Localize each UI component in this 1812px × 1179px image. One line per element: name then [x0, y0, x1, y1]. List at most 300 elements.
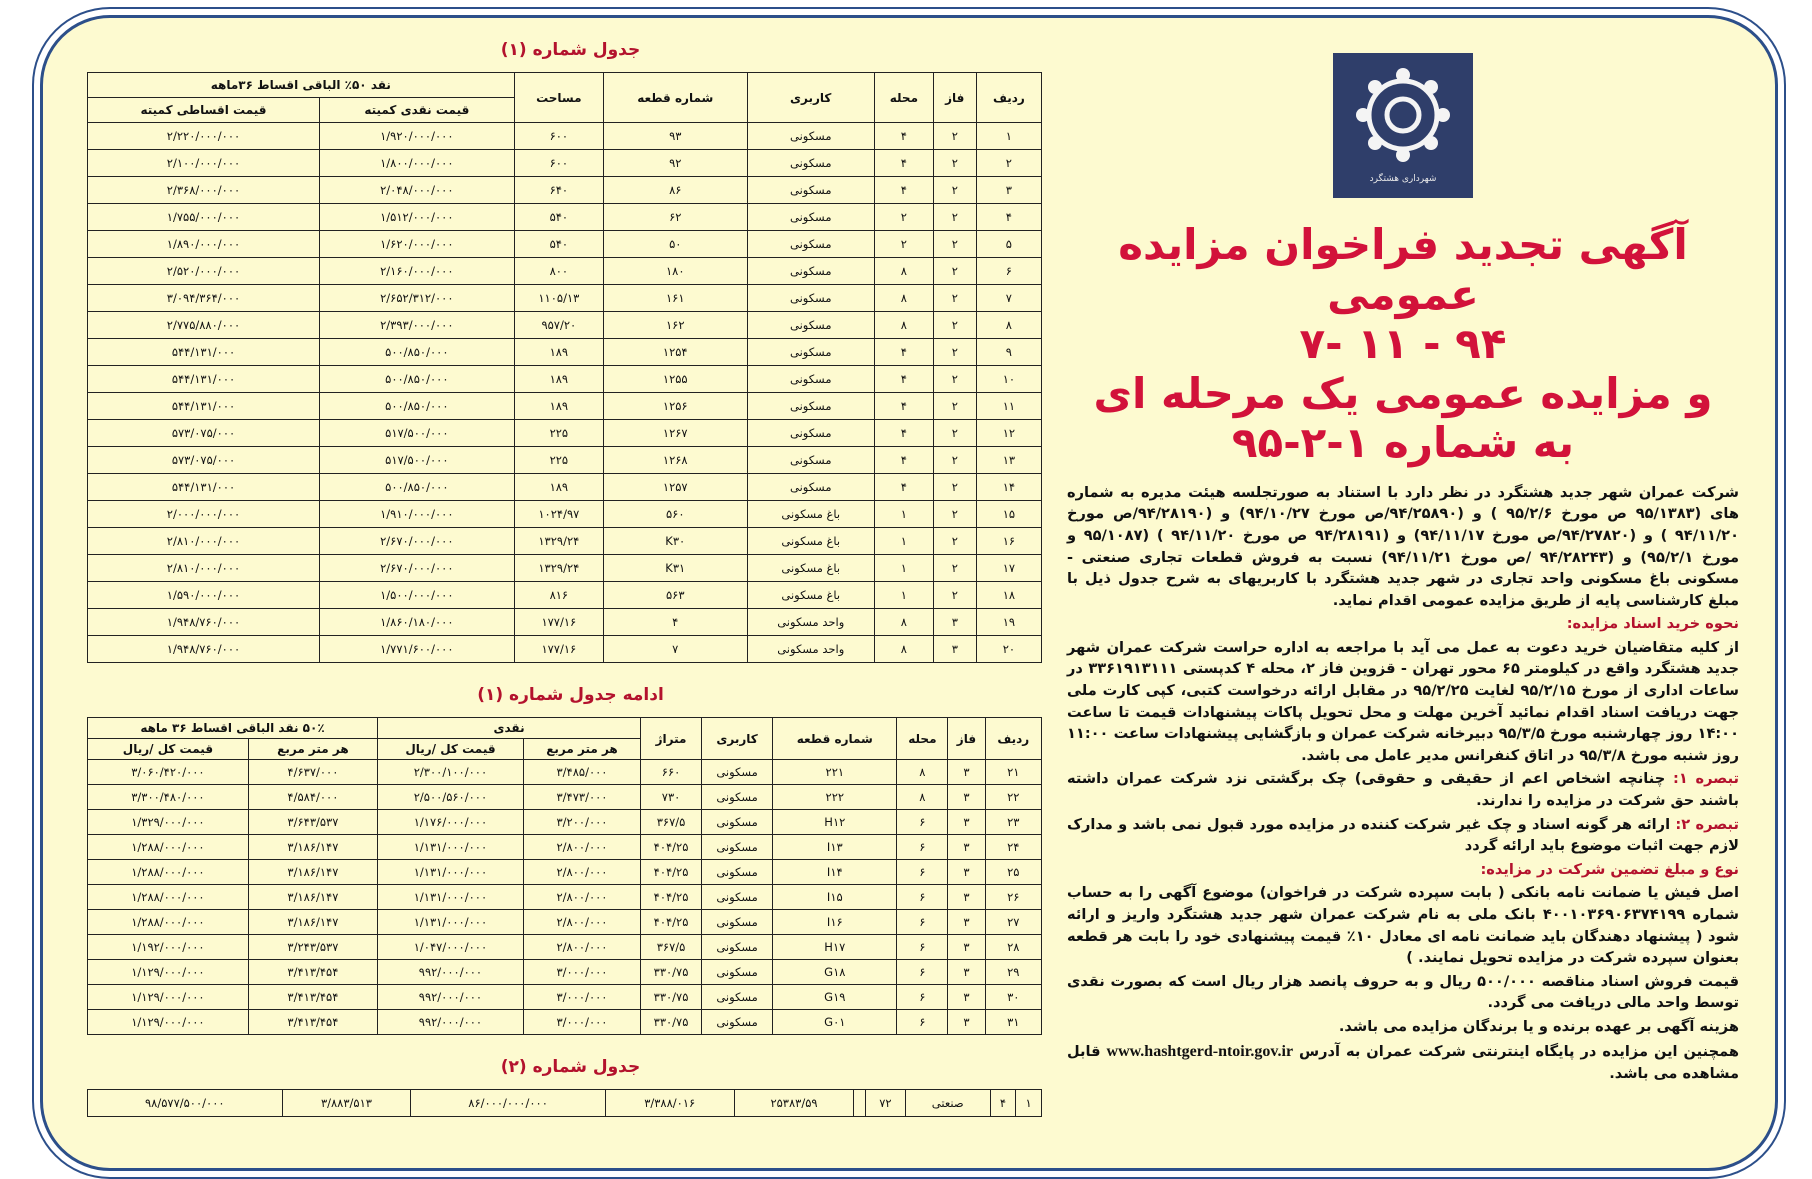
t2-cell: مسکونی	[701, 835, 772, 860]
t2-cell: ۴/۵۸۴/۰۰۰	[248, 785, 377, 810]
t1-cell: ۱۸۹	[514, 339, 603, 366]
t1-cell: مسکونی	[747, 285, 874, 312]
t1-row	[88, 393, 1042, 420]
t1-cell: مسکونی	[747, 393, 874, 420]
t2-cell: ۳/۳۰۰/۴۸۰/۰۰۰	[88, 785, 249, 810]
t1-cell: مسکونی	[747, 447, 874, 474]
title-line-2: ۷- ۱۱ - ۹۴	[1299, 319, 1507, 369]
t1-cell: ۶۰۰	[514, 123, 603, 150]
t2-cell: ۲۷	[985, 910, 1041, 935]
t2-cell: ۳/۱۸۶/۱۴۷	[248, 860, 377, 885]
note-1-label: تبصره ۱:	[1673, 770, 1740, 788]
t2-cell: G۱۸	[773, 960, 897, 985]
text-column	[1067, 18, 1739, 1168]
t2-row	[88, 985, 1042, 1010]
table3-caption: جدول شماره (۲)	[500, 1057, 641, 1077]
t2-row	[88, 810, 1042, 835]
t2-cell: ۱/۲۸۸/۰۰۰/۰۰۰	[88, 860, 249, 885]
t1-cell: ۷	[976, 285, 1041, 312]
t2-h-use: کاربری	[701, 718, 772, 760]
t1-cell: مسکونی	[747, 123, 874, 150]
t1-cell: ۵۰۰/۸۵۰/۰۰۰	[320, 393, 515, 420]
t1-cell: ۱۴	[976, 474, 1041, 501]
t2-row	[88, 860, 1042, 885]
t3-cell: ۷۲	[865, 1090, 905, 1117]
notice-frame	[40, 15, 1778, 1171]
t1-cell: ۱۸۹	[514, 474, 603, 501]
t1-cell: ۸	[874, 258, 933, 285]
t2-cell: ۲۲۱	[773, 760, 897, 785]
t3-row	[88, 1090, 1042, 1117]
t1-cell: ۲	[933, 150, 976, 177]
t1-cell: ۱۲۶۷	[604, 420, 748, 447]
t1-cell: ۱۷	[976, 555, 1041, 582]
t1-cell: ۶۲	[604, 204, 748, 231]
t2-cell: ۶	[897, 810, 948, 835]
t2-cell: ۴۰۴/۲۵	[641, 910, 702, 935]
t2-cell: ۳	[948, 885, 985, 910]
t1-cell: ۱/۵۹۰/۰۰۰/۰۰۰	[88, 582, 320, 609]
t2-cell: ۳۳۰/۷۵	[641, 1010, 702, 1035]
t2-cell: ۲/۸۰۰/۰۰۰	[523, 835, 640, 860]
t1-row	[88, 609, 1042, 636]
t1-cell: ۱/۹۲۰/۰۰۰/۰۰۰	[320, 123, 515, 150]
t2-cell: مسکونی	[701, 885, 772, 910]
t2-cell: ۳	[948, 785, 985, 810]
t1-cell: ۵۰۰/۸۵۰/۰۰۰	[320, 474, 515, 501]
t1-cell: ۸	[874, 636, 933, 663]
t3-cell: ۳/۳۸۸/۰۱۶	[605, 1090, 734, 1117]
t1-cell: باغ مسکونی	[747, 501, 874, 528]
t2-cell: ۶	[897, 985, 948, 1010]
t1-h-group: نقد ۵۰٪ الباقی اقساط ۳۶ماهه	[88, 73, 515, 98]
t1-cell: مسکونی	[747, 420, 874, 447]
t2-cell: ۳/۰۰۰/۰۰۰	[523, 1010, 640, 1035]
t1-row	[88, 582, 1042, 609]
t2-cell: ۱/۲۸۸/۰۰۰/۰۰۰	[88, 910, 249, 935]
t1-cell: ۱۸	[976, 582, 1041, 609]
t2-cell: مسکونی	[701, 985, 772, 1010]
t1-cell: ۱۲۵۵	[604, 366, 748, 393]
t2-cell: ۹۹۲/۰۰۰/۰۰۰	[378, 985, 524, 1010]
t1-cell: ۱۶۱	[604, 285, 748, 312]
t1-row	[88, 150, 1042, 177]
t1-cell: ۲	[933, 258, 976, 285]
t1-row	[88, 366, 1042, 393]
t1-row	[88, 555, 1042, 582]
t1-cell: ۹۳	[604, 123, 748, 150]
t2-row	[88, 960, 1042, 985]
t2-cell: ۲/۵۰۰/۵۶۰/۰۰۰	[378, 785, 524, 810]
logo-caption: شهرداری هشتگرد	[1369, 174, 1437, 184]
t2-cell: ۳	[948, 935, 985, 960]
t2-cell: ۶	[897, 960, 948, 985]
table-2-body	[88, 760, 1042, 1035]
t2-cell: ۱/۱۳۱/۰۰۰/۰۰۰	[378, 835, 524, 860]
t2-cell: ۱/۲۸۸/۰۰۰/۰۰۰	[88, 835, 249, 860]
t1-cell: ۲/۳۹۳/۰۰۰/۰۰۰	[320, 312, 515, 339]
t1-cell: ۹۵۷/۲۰	[514, 312, 603, 339]
t1-cell: ۲/۸۱۰/۰۰۰/۰۰۰	[88, 555, 320, 582]
t1-cell: ۲	[976, 150, 1041, 177]
t2-cell: ۳/۲۰۰/۰۰۰	[523, 810, 640, 835]
t1-cell: ۱۹	[976, 609, 1041, 636]
t1-cell: ۱	[976, 123, 1041, 150]
website-link[interactable]: www.hashtgerd-ntoir.gov.ir	[1106, 1042, 1294, 1060]
t1-cell: باغ مسکونی	[747, 555, 874, 582]
t2-cell: ۳	[948, 960, 985, 985]
t2-row	[88, 760, 1042, 785]
t2-cell: ۶	[897, 1010, 948, 1035]
title-line-4: به شماره ۱-۲-۹۵	[1231, 418, 1575, 468]
t1-cell: واحد مسکونی	[747, 609, 874, 636]
t2-h-cash-per-meter: هر متر مربع	[523, 739, 640, 760]
t1-cell: ۸۰۰	[514, 258, 603, 285]
t2-cell: H۱۲	[773, 810, 897, 835]
t2-cell: ۴۰۴/۲۵	[641, 885, 702, 910]
t2-cell: ۱/۱۲۹/۰۰۰/۰۰۰	[88, 960, 249, 985]
t2-row	[88, 935, 1042, 960]
t1-cell: ۱/۸۶۰/۱۸۰/۰۰۰	[320, 609, 515, 636]
cost-paragraph: هزینه آگهی بر عهده برنده و یا برندگان مزایده می باشد.	[1338, 1017, 1739, 1035]
t1-cell: ۲	[933, 474, 976, 501]
t1-h-district: محله	[874, 73, 933, 123]
t2-cell: ۳	[948, 1010, 985, 1035]
table-3-body	[88, 1090, 1042, 1117]
t1-cell: ۸۱۶	[514, 582, 603, 609]
t1-cell: ۸	[874, 609, 933, 636]
t2-row	[88, 885, 1042, 910]
t2-cell: ۲/۳۰۰/۱۰۰/۰۰۰	[378, 760, 524, 785]
t2-cell: ۲۳	[985, 810, 1041, 835]
t2-cell: ۴۰۴/۲۵	[641, 860, 702, 885]
t2-cell: ۱/۱۷۶/۰۰۰/۰۰۰	[378, 810, 524, 835]
t1-cell: ۱۷۷/۱۶	[514, 636, 603, 663]
t2-cell: ۲۹	[985, 960, 1041, 985]
t1-cell: ۲	[933, 231, 976, 258]
t2-h-cash-group: نقدی	[378, 718, 641, 739]
t1-cell: ۱۸۹	[514, 366, 603, 393]
t1-cell: مسکونی	[747, 312, 874, 339]
t1-cell: ۲/۱۰۰/۰۰۰/۰۰۰	[88, 150, 320, 177]
t1-cell: ۸	[874, 312, 933, 339]
t1-cell: ۱۳۲۹/۲۴	[514, 555, 603, 582]
t1-cell: ۲	[874, 231, 933, 258]
note-2-text: ارائه هر گونه اسناد و چک غیر شرکت کننده در مزایده مورد قبول نمی باشد و مدارک لازم جهت اثبات موضوع باید ارائه گردد	[1067, 815, 1739, 855]
t1-row	[88, 123, 1042, 150]
t1-cell: ۲/۳۶۸/۰۰۰/۰۰۰	[88, 177, 320, 204]
notice-title	[1067, 220, 1739, 468]
t2-cell: مسکونی	[701, 860, 772, 885]
t1-cell: ۲/۰۴۸/۰۰۰/۰۰۰	[320, 177, 515, 204]
t2-cell: ۳/۴۷۳/۰۰۰	[523, 785, 640, 810]
t3-cell	[854, 1090, 865, 1117]
t1-row	[88, 528, 1042, 555]
t1-cell: ۶۴۰	[514, 177, 603, 204]
website-paragraph	[1067, 1040, 1739, 1085]
t2-cell: ۱/۱۲۹/۰۰۰/۰۰۰	[88, 1010, 249, 1035]
t1-cell: واحد مسکونی	[747, 636, 874, 663]
t2-cell: ۶۶۰	[641, 760, 702, 785]
t1-cell: ۴	[976, 204, 1041, 231]
t1-cell: ۱۶	[976, 528, 1041, 555]
t1-cell: ۲/۲۲۰/۰۰۰/۰۰۰	[88, 123, 320, 150]
t2-cell: ۶	[897, 835, 948, 860]
t2-cell: ۳/۶۴۳/۵۳۷	[248, 810, 377, 835]
t1-cell: ۵۱۷/۵۰۰/۰۰۰	[320, 447, 515, 474]
t1-cell: ۵۰۰/۸۵۰/۰۰۰	[320, 366, 515, 393]
t1-cell: ۵۰۰/۸۵۰/۰۰۰	[320, 339, 515, 366]
t1-cell: ۱/۸۰۰/۰۰۰/۰۰۰	[320, 150, 515, 177]
t3-cell: ۱	[1016, 1090, 1042, 1117]
t1-cell: ۲	[933, 285, 976, 312]
t1-cell: ۳	[976, 177, 1041, 204]
t1-cell: ۹۲	[604, 150, 748, 177]
t3-cell: ۹۸/۵۷۷/۵۰۰/۰۰۰	[88, 1090, 283, 1117]
t1-cell: مسکونی	[747, 339, 874, 366]
t2-h-district: محله	[897, 718, 948, 760]
t1-cell: ۶۰۰	[514, 150, 603, 177]
t1-cell: ۴	[874, 393, 933, 420]
t2-cell: ۱/۲۸۸/۰۰۰/۰۰۰	[88, 885, 249, 910]
t1-cell: ۱۱	[976, 393, 1041, 420]
notice-body	[1067, 482, 1739, 1085]
t2-cell: ۲۲۲	[773, 785, 897, 810]
t2-cell: ۸	[897, 760, 948, 785]
t1-cell: مسکونی	[747, 150, 874, 177]
t1-row	[88, 231, 1042, 258]
t2-h-inst-group: ۵۰٪ نقد الباقی اقساط ۳۶ ماهه	[88, 718, 378, 739]
t1-row	[88, 312, 1042, 339]
note-2-label: تبصره ۲:	[1675, 815, 1739, 833]
t1-cell: ۵۶۳	[604, 582, 748, 609]
t2-row	[88, 910, 1042, 935]
t2-cell: G۱۹	[773, 985, 897, 1010]
t1-cell: ۲	[933, 555, 976, 582]
t1-cell: ۵۷۳/۰۷۵/۰۰۰	[88, 447, 320, 474]
t2-cell: ۱/۱۲۹/۰۰۰/۰۰۰	[88, 985, 249, 1010]
t2-cell: ۲/۸۰۰/۰۰۰	[523, 910, 640, 935]
t1-cell: مسکونی	[747, 204, 874, 231]
t1-cell: ۵۴۴/۱۳۱/۰۰۰	[88, 339, 320, 366]
t1-h-phase: فاز	[933, 73, 976, 123]
t1-cell: مسکونی	[747, 258, 874, 285]
t1-h-cash: قیمت نقدی کمیته	[320, 98, 515, 123]
t2-cell: ۳۰	[985, 985, 1041, 1010]
t2-cell: I۱۶	[773, 910, 897, 935]
t2-cell: ۱/۱۳۱/۰۰۰/۰۰۰	[378, 910, 524, 935]
t1-cell: ۱۷۷/۱۶	[514, 609, 603, 636]
t1-cell: ۴	[874, 123, 933, 150]
t1-cell: ۴	[874, 339, 933, 366]
t1-cell: ۱/۷۵۵/۰۰۰/۰۰۰	[88, 204, 320, 231]
t1-cell: ۱۱۰۵/۱۳	[514, 285, 603, 312]
t1-cell: ۱۰۲۴/۹۷	[514, 501, 603, 528]
t2-cell: ۳/۰۶۰/۴۲۰/۰۰۰	[88, 760, 249, 785]
t1-cell: ۱/۸۹۰/۰۰۰/۰۰۰	[88, 231, 320, 258]
t2-cell: ۳	[948, 860, 985, 885]
t2-h-plot: شماره قطعه	[773, 718, 897, 760]
t1-cell: ۲	[933, 123, 976, 150]
t1-row	[88, 474, 1042, 501]
t1-cell: ۲	[933, 420, 976, 447]
t2-cell: مسکونی	[701, 910, 772, 935]
website-post: قابل مشاهده می باشد.	[1067, 1042, 1739, 1083]
t1-cell: ۲/۷۷۵/۸۸۰/۰۰۰	[88, 312, 320, 339]
t1-cell: مسکونی	[747, 474, 874, 501]
website-pre: همچنین این مزایده در پایگاه اینترنتی شرکت عمران به آدرس	[1299, 1042, 1739, 1060]
t1-cell: ۴	[874, 177, 933, 204]
t1-row	[88, 501, 1042, 528]
t1-cell: ۳/۰۹۴/۳۶۴/۰۰۰	[88, 285, 320, 312]
t1-cell: ۲/۱۶۰/۰۰۰/۰۰۰	[320, 258, 515, 285]
t1-cell: ۵۷۳/۰۷۵/۰۰۰	[88, 420, 320, 447]
t2-cell: ۳/۰۰۰/۰۰۰	[523, 960, 640, 985]
t2-cell: ۱/۳۲۹/۰۰۰/۰۰۰	[88, 810, 249, 835]
t1-cell: ۱/۵۰۰/۰۰۰/۰۰۰	[320, 582, 515, 609]
t2-cell: ۱/۱۹۲/۰۰۰/۰۰۰	[88, 935, 249, 960]
t1-cell: ۴	[874, 366, 933, 393]
t1-cell: ۸۶	[604, 177, 748, 204]
t1-cell: ۴	[874, 150, 933, 177]
t2-cell: ۳	[948, 810, 985, 835]
t1-cell: ۵۴۴/۱۳۱/۰۰۰	[88, 393, 320, 420]
t1-cell: مسکونی	[747, 177, 874, 204]
t1-cell: ۱۲۶۸	[604, 447, 748, 474]
t1-cell: باغ مسکونی	[747, 528, 874, 555]
t1-cell: K۳۱	[604, 555, 748, 582]
t1-cell: ۲	[874, 204, 933, 231]
t2-cell: مسکونی	[701, 760, 772, 785]
intro-paragraph: شرکت عمران شهر جدید هشتگرد در نظر دارد با استناد به صورتجلسه هیئت مدیره به شماره های (۹۵/۱۳۸۳ ص مورخ ۹۵/۲/۶ ) و (۹۴/۲۵۸۹۰/ص مورخ ۹۴/۱۰/۲۷) و (۹۴/۲۸۱۹۰/ص مورخ ۹۴/۱۱/۲۰ ) و (۹۴/۲۷۸۲۰/ص مورخ ۹۴/۱۱/۱۷) و (۹۴/۲۸۱۹۱ ص مورخ ۹۴/۱۱/۲۰ ) (۹۵/۱۰۸۷ و مورخ ۹۵/۲/۱) و (۹۴/۲۸۲۴۳ /ص مورخ ۹۴/۱۱/۲۱) نسبت به فروش قطعات تجاری صنعتی - مسکونی باغ مسکونی واحد تجاری در شهر جدید هشتگرد با کاربریهای به شرح جدول ذیل با مبلغ کارشناسی پایه از طریق مزایده عمومی اقدام نماید.	[1067, 483, 1740, 609]
t1-cell: ۱۲۵۶	[604, 393, 748, 420]
t1-cell: ۲/۶۷۰/۰۰۰/۰۰۰	[320, 528, 515, 555]
t1-cell: ۵	[976, 231, 1041, 258]
t2-row	[88, 1010, 1042, 1035]
t2-h-inst-total: قیمت کل /ریال	[88, 739, 249, 760]
t2-cell: ۱/۱۳۱/۰۰۰/۰۰۰	[378, 860, 524, 885]
t2-cell: ۲/۸۰۰/۰۰۰	[523, 885, 640, 910]
t2-cell: ۱/۱۳۱/۰۰۰/۰۰۰	[378, 885, 524, 910]
t1-cell: ۲	[933, 528, 976, 555]
t2-cell: ۲/۸۰۰/۰۰۰	[523, 935, 640, 960]
t2-h-inst-per-meter: هر متر مربع	[248, 739, 377, 760]
t1-row	[88, 177, 1042, 204]
logo	[1333, 53, 1473, 198]
t2-cell: ۳/۰۰۰/۰۰۰	[523, 985, 640, 1010]
t1-cell: ۸	[976, 312, 1041, 339]
t1-cell: ۱۸۰	[604, 258, 748, 285]
emblem-icon	[1353, 65, 1453, 165]
t2-cell: ۳/۴۸۵/۰۰۰	[523, 760, 640, 785]
t1-cell: ۵۴۰	[514, 231, 603, 258]
t2-cell: مسکونی	[701, 1010, 772, 1035]
t1-cell: ۱۲	[976, 420, 1041, 447]
table-3	[87, 1089, 1042, 1117]
t2-cell: ۳/۱۸۶/۱۴۷	[248, 885, 377, 910]
t1-cell: ۲	[933, 339, 976, 366]
t1-row	[88, 420, 1042, 447]
t2-cell: مسکونی	[701, 960, 772, 985]
t1-cell: K۳۰	[604, 528, 748, 555]
t1-cell: ۲	[933, 501, 976, 528]
t1-cell: ۲	[933, 447, 976, 474]
t1-row	[88, 636, 1042, 663]
table2-caption: ادامه جدول شماره (۱)	[477, 685, 664, 705]
t2-cell: ۸	[897, 785, 948, 810]
note-2	[1067, 814, 1739, 857]
t2-cell: مسکونی	[701, 935, 772, 960]
t1-cell: ۲/۸۱۰/۰۰۰/۰۰۰	[88, 528, 320, 555]
t1-cell: باغ مسکونی	[747, 582, 874, 609]
t2-h-cash-total: قیمت کل /ریال	[378, 739, 524, 760]
t2-cell: ۲۸	[985, 935, 1041, 960]
t2-h-area: متراژ	[641, 718, 702, 760]
t2-cell: ۳/۴۱۳/۴۵۴	[248, 960, 377, 985]
guarantee-heading: نوع و مبلغ تضمین شرکت در مزایده:	[1480, 860, 1739, 878]
t1-cell: ۴	[874, 474, 933, 501]
t1-cell: ۱۶۲	[604, 312, 748, 339]
t2-cell: ۳/۱۸۶/۱۴۷	[248, 835, 377, 860]
t1-row	[88, 447, 1042, 474]
t1-cell: ۳	[933, 609, 976, 636]
t1-cell: ۲/۰۰۰/۰۰۰/۰۰۰	[88, 501, 320, 528]
t2-cell: ۹۹۲/۰۰۰/۰۰۰	[378, 1010, 524, 1035]
t2-cell: I۱۴	[773, 860, 897, 885]
t2-cell: مسکونی	[701, 810, 772, 835]
t2-cell: ۲/۸۰۰/۰۰۰	[523, 860, 640, 885]
t2-cell: ۳/۴۱۳/۴۵۴	[248, 985, 377, 1010]
t1-cell: ۱	[874, 528, 933, 555]
t2-cell: ۳	[948, 985, 985, 1010]
t2-cell: ۳	[948, 835, 985, 860]
t2-cell: I۱۳	[773, 835, 897, 860]
t2-cell: ۲۲	[985, 785, 1041, 810]
t2-cell: ۳۳۰/۷۵	[641, 985, 702, 1010]
t1-cell: ۱	[874, 501, 933, 528]
t2-cell: ۷۳۰	[641, 785, 702, 810]
t1-h-row: ردیف	[976, 73, 1041, 123]
t2-cell: ۳	[948, 910, 985, 935]
t3-cell: صنعتی	[905, 1090, 990, 1117]
t1-cell: ۱	[874, 582, 933, 609]
t1-cell: ۴	[874, 447, 933, 474]
t1-row	[88, 204, 1042, 231]
t2-cell: ۱/۰۴۷/۰۰۰/۰۰۰	[378, 935, 524, 960]
t1-cell: ۲۲۵	[514, 420, 603, 447]
t2-cell: ۶	[897, 885, 948, 910]
note-1	[1067, 768, 1739, 811]
purchase-paragraph: از کلیه متقاضیان خرید دعوت به عمل می آید با مراجعه به اداره حراست شرکت عمران شهر جدید هشتگرد واقع در کیلومتر ۶۵ محور تهران - قزوین فاز ۲، محله ۴ کدپستی ۳۳۶۱۹۱۳۱۱۱ در ساعات اداری از مورخ ۹۵/۲/۱۵ لغایت ۹۵/۲/۲۵ در مقابل ارائه درخواست کتبی، کپی کارت ملی جهت دریافت اسناد اقدام نمائید آخرین مهلت و محل تحویل پاکات پیشنهادات قیمت تا ساعت ۱۴:۰۰ روز چهارشنبه مورخ ۹۵/۳/۵ دبیرخانه شرکت عمران و بازگشایی پیشنهادات ساعت ۱۱:۰۰ روز شنبه مورخ ۹۵/۳/۸ در اتاق کنفرانس مدیر عامل می باشد.	[1067, 638, 1739, 764]
table-1-body	[88, 123, 1042, 663]
t1-cell: ۱۲۵۴	[604, 339, 748, 366]
t1-cell: ۱/۷۷۱/۶۰۰/۰۰۰	[320, 636, 515, 663]
t1-cell: ۹	[976, 339, 1041, 366]
t1-cell: ۱۳	[976, 447, 1041, 474]
t2-cell: H۱۷	[773, 935, 897, 960]
t3-cell: ۸۶/۰۰۰/۰۰۰/۰۰۰	[411, 1090, 605, 1117]
t2-cell: ۶	[897, 910, 948, 935]
t1-cell: ۲۲۵	[514, 447, 603, 474]
t1-cell: ۱۰	[976, 366, 1041, 393]
t2-cell: ۶	[897, 860, 948, 885]
t1-h-use: کاربری	[747, 73, 874, 123]
t2-cell: ۳/۲۴۳/۵۳۷	[248, 935, 377, 960]
t3-cell: ۲۵۳۸۳/۵۹	[734, 1090, 854, 1117]
table-1	[87, 72, 1042, 663]
t2-cell: ۲۵	[985, 860, 1041, 885]
t1-cell: ۶	[976, 258, 1041, 285]
